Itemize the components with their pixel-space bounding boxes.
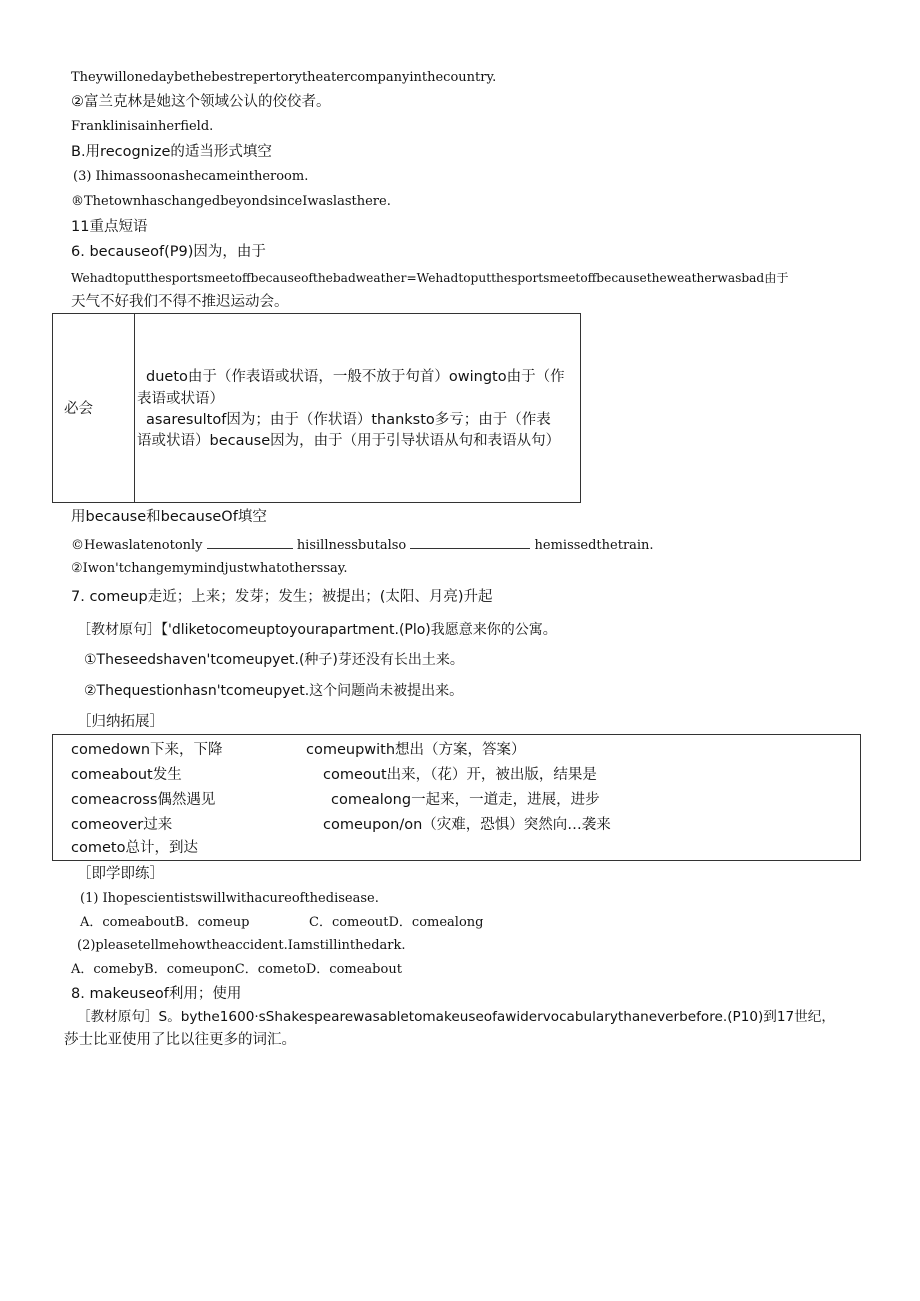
phrase-6-heading: 6. becauseof(P9)因为，由于 <box>71 244 266 260</box>
practice-q2-options: A．comebyB．comeuponC．cometoD．comeabout <box>71 962 402 977</box>
expand-right-2: comeout出来，（花）开，被出版，结果是 <box>323 767 597 783</box>
section-b-title: B.用recognize的适当形式填空 <box>71 144 272 160</box>
because-exercise-title: 用because和becauseOf填空 <box>71 509 267 525</box>
expand-right-4: comeupon/on（灾难，恐惧）突然向…袭来 <box>323 817 611 833</box>
makeuseof-textbook-cn: 莎士比亚使用了比以往更多的词汇。 <box>64 1032 296 1048</box>
expand-right-3: comealong一起来，一道走，进展，进步 <box>331 792 600 808</box>
expand-left-1: comedown下来，下降 <box>71 742 223 758</box>
q1-part-a: ©Hewaslatenotonly <box>71 538 203 553</box>
exercise-recognize-4: ®ThetownhaschangedbeyondsinceIwaslasthere. <box>71 194 391 209</box>
expand-left-2: comeabout发生 <box>71 767 182 783</box>
exercise-recognize-3: (3) Ihimassoonashecameintheroom. <box>73 169 309 184</box>
bihui-row-2: 表语或状语） <box>137 391 224 407</box>
phrase-8-heading: 8. makeuseof利用；使用 <box>71 986 242 1002</box>
comeup-textbook-sentence: ［教材原句］【'dliketocomeuptoyourapartment.(Plo)我愿意来你的公寓。 <box>77 622 557 638</box>
bihui-table-divider <box>134 313 135 502</box>
bihui-row-1: dueto由于（作表语或状语，一般不放于句首）owingto由于（作 <box>146 369 565 385</box>
bihui-row-4: 语或状语）because因为，由于（用于引导状语从句和表语从句） <box>137 433 561 449</box>
q1-blank-1[interactable] <box>207 534 293 549</box>
phrase-7-heading: 7. comeup走近；上来；发芽；发生；被提出；(太阳、月亮)升起 <box>71 589 493 605</box>
practice-q1-options-cd: C．comeoutD．comealong <box>309 915 484 930</box>
comeup-example-2: ②Thequestionhasn'tcomeupyet.这个问题尚未被提出来。 <box>84 683 464 699</box>
expand-title: ［归纳拓展］ <box>77 714 164 730</box>
expand-right-1: comeupwith想出（方案，答案） <box>306 742 526 758</box>
sentence-franklin-cn: ②富兰克林是她这个领域公认的佼佼者。 <box>71 94 331 110</box>
q1-blank-2[interactable] <box>410 534 530 549</box>
sentence-repertory: Theywillonedaybethebestrepertorytheatercompanyinthecountry. <box>71 70 497 85</box>
q1-part-c: hemissedthetrain. <box>534 538 654 553</box>
because-exercise-q1 <box>71 534 654 556</box>
bihui-row-3: asaresultof因为；由于（作状语）thanksto多亏；由于（作表 <box>146 412 551 428</box>
expand-left-3: comeacross偶然遇见 <box>71 792 216 808</box>
practice-q2: (2)pleasetellmehowtheaccident.Iamstillinthedark. <box>77 938 406 953</box>
expand-left-4: comeover过来 <box>71 817 173 833</box>
bihui-table <box>52 313 581 503</box>
key-phrases-heading: 11重点短语 <box>71 219 148 235</box>
practice-q1-options-ab: A．comeaboutB．comeup <box>80 915 250 930</box>
q1-part-b: hisillnessbutalso <box>296 538 407 553</box>
becauseof-example-cn: 天气不好我们不得不推迟运动会。 <box>71 294 289 310</box>
bihui-label: 必会 <box>64 401 93 417</box>
becauseof-example: Wehadtoputthesportsmeetoffbecauseofthebadweather=Wehadtoputthesportsmeetoffbecausetheweatherwasbad由于 <box>71 271 789 285</box>
expand-left-5: cometo总计，到达 <box>71 840 198 856</box>
makeuseof-textbook-sentence: ［教材原句］S。bythe1600·sShakespearewasabletomakeuseofawidervocabularythaneverbefore.(P10)到17世纪， <box>77 1009 835 1025</box>
practice-title: ［即学即练］ <box>77 866 164 882</box>
comeup-example-1: ①Theseedshaven'tcomeupyet.(种子)芽还没有长出土来。 <box>84 652 464 668</box>
practice-q1: (1) Ihopescientistswillwithacureofthedisease. <box>80 891 379 906</box>
because-exercise-q2: ②Iwon'tchangemymindjustwhatotherssay. <box>71 561 348 576</box>
sentence-franklin-en: Franklinisainherfield. <box>71 119 214 134</box>
